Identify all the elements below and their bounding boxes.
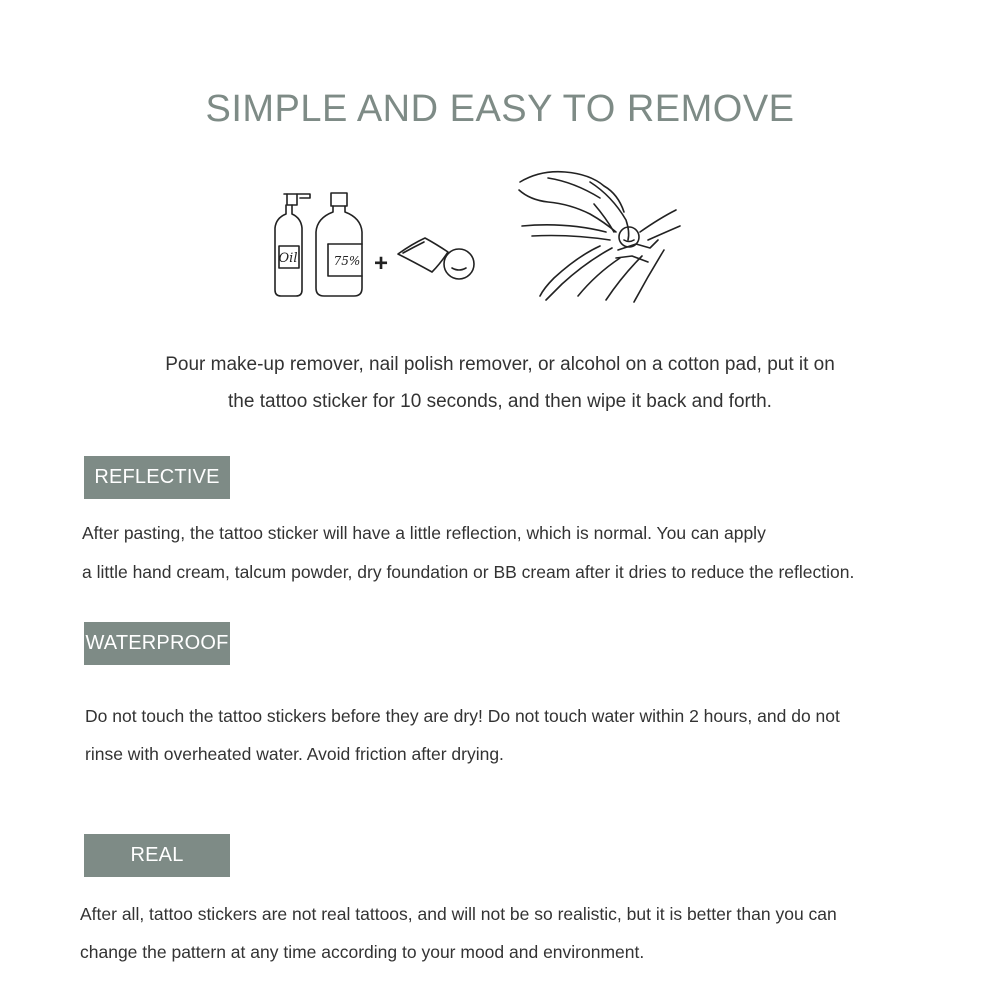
real-tag: REAL	[84, 834, 230, 877]
reflective-tag: REFLECTIVE	[84, 456, 230, 499]
reflective-text-line-1: After pasting, the tattoo sticker will have a little reflection, which is normal. You can apply	[82, 523, 766, 543]
removal-illustration	[0, 165, 1000, 310]
alcohol-bottle-label: 75%	[333, 254, 361, 268]
intro-line-2: the tattoo sticker for 10 seconds, and then wipe it back and forth.	[228, 391, 772, 412]
intro-line-1: Pour make-up remover, nail polish remover, or alcohol on a cotton pad, put it on	[165, 354, 835, 375]
real-text-line-1: After all, tattoo stickers are not real tattoos, and will not be so realistic, but it is better than you can	[80, 904, 837, 924]
alcohol-bottle-icon	[316, 193, 362, 296]
cotton-ball-icon	[444, 249, 474, 279]
oil-bottle-icon	[275, 194, 310, 296]
real-text-line-2: change the pattern at any time according to your mood and environment.	[80, 942, 645, 962]
reflective-text-line-2: a little hand cream, talcum powder, dry foundation or BB cream after it dries to reduce the reflection.	[82, 562, 855, 582]
hand-wiping-icon	[519, 172, 680, 302]
waterproof-tag: WATERPROOF	[84, 622, 230, 665]
waterproof-text-line-2: rinse with overheated water. Avoid friction after drying.	[85, 744, 504, 764]
page-title: SIMPLE AND EASY TO REMOVE	[205, 88, 795, 130]
plus-sign: +	[373, 250, 389, 277]
cotton-pad-icon	[398, 238, 448, 272]
oil-bottle-label: Oil	[278, 251, 298, 266]
waterproof-text-line-1: Do not touch the tattoo stickers before they are dry! Do not touch water within 2 hours, and do not	[85, 706, 840, 726]
